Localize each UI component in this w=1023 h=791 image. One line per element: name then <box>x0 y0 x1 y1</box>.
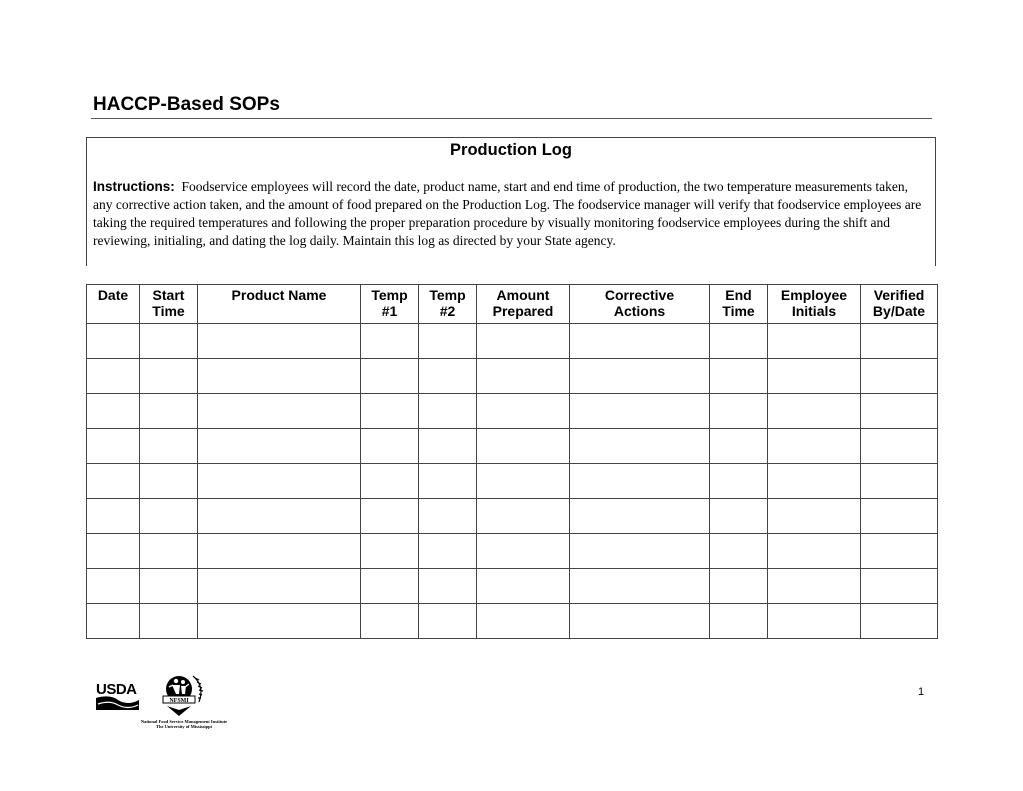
log-entry-cell[interactable] <box>768 499 861 534</box>
log-entry-cell[interactable] <box>768 464 861 499</box>
log-entry-cell[interactable] <box>570 324 710 359</box>
log-entry-cell[interactable] <box>570 394 710 429</box>
log-entry-cell[interactable] <box>198 359 361 394</box>
log-entry-cell[interactable] <box>768 394 861 429</box>
log-entry-cell[interactable] <box>87 394 140 429</box>
column-header-line2: #1 <box>381 303 398 319</box>
log-entry-cell[interactable] <box>768 569 861 604</box>
table-row <box>87 534 938 569</box>
log-entry-cell[interactable] <box>861 394 938 429</box>
log-entry-cell[interactable] <box>87 359 140 394</box>
log-entry-cell[interactable] <box>419 394 477 429</box>
log-entry-cell[interactable] <box>361 569 419 604</box>
column-header-line1: End <box>725 287 752 303</box>
log-entry-cell[interactable] <box>140 429 198 464</box>
column-header-line2: Actions <box>613 303 666 319</box>
log-entry-cell[interactable] <box>570 359 710 394</box>
log-entry-cell[interactable] <box>87 499 140 534</box>
title-divider <box>91 118 932 119</box>
nfsmi-caption-line1: National Food Service Management Institute <box>140 719 228 724</box>
log-entry-cell[interactable] <box>419 569 477 604</box>
column-header-line2: Time <box>152 303 185 319</box>
nfsmi-caption <box>140 719 228 729</box>
log-entry-cell[interactable] <box>87 429 140 464</box>
log-entry-cell[interactable] <box>861 429 938 464</box>
log-entry-cell[interactable] <box>477 394 570 429</box>
table-row <box>87 324 938 359</box>
instructions-text: Foodservice employees will record the date, product name, start and end time of production, the two temperature measurements taken, any corrective action taken, and the amount of food prepared on the Production Log. The foodservice manager will verify that foodservice employees are taking the required temperatures and following the proper preparation procedure by visually monitoring foodservice employees during the shift and reviewing, initialing, and dating the log daily. Maintain this log as directed by your State agency. <box>93 179 922 248</box>
log-entry-cell[interactable] <box>140 359 198 394</box>
log-entry-cell[interactable] <box>710 324 768 359</box>
log-entry-cell[interactable] <box>140 394 198 429</box>
log-entry-cell[interactable] <box>419 604 477 639</box>
log-entry-cell[interactable] <box>361 464 419 499</box>
log-entry-cell[interactable] <box>768 359 861 394</box>
log-entry-cell[interactable] <box>477 534 570 569</box>
log-entry-cell[interactable] <box>477 569 570 604</box>
log-entry-cell[interactable] <box>570 604 710 639</box>
table-body <box>87 324 938 639</box>
log-entry-cell[interactable] <box>87 464 140 499</box>
log-entry-cell[interactable] <box>198 429 361 464</box>
production-log-table <box>86 284 938 639</box>
column-header-line1: Product Name <box>231 287 327 303</box>
table-row <box>87 429 938 464</box>
nfsmi-caption-line2: The University of Mississippi <box>156 724 212 729</box>
column-header-line1: Temp <box>429 287 466 303</box>
log-entry-cell[interactable] <box>140 569 198 604</box>
log-entry-cell[interactable] <box>419 534 477 569</box>
column-header-line1: Start <box>152 287 185 303</box>
log-entry-cell[interactable] <box>477 429 570 464</box>
log-entry-cell[interactable] <box>198 499 361 534</box>
log-entry-cell[interactable] <box>570 534 710 569</box>
column-header <box>768 285 861 324</box>
log-entry-cell[interactable] <box>140 324 198 359</box>
column-header-line2: Time <box>722 303 755 319</box>
page-title: HACCP-Based SOPs <box>93 94 280 115</box>
table-row <box>87 604 938 639</box>
log-entry-cell[interactable] <box>419 464 477 499</box>
column-header-line1: Employee <box>780 287 848 303</box>
usda-logo <box>96 680 140 712</box>
column-header-line2: Initials <box>791 303 837 319</box>
column-header-line1: Corrective <box>604 287 675 303</box>
log-entry-cell[interactable] <box>477 324 570 359</box>
column-header <box>419 285 477 324</box>
log-entry-cell[interactable] <box>861 499 938 534</box>
log-entry-cell[interactable] <box>861 464 938 499</box>
column-header-line1: Verified <box>873 287 925 303</box>
log-entry-cell[interactable] <box>710 604 768 639</box>
column-header <box>361 285 419 324</box>
log-entry-cell[interactable] <box>477 604 570 639</box>
log-entry-cell[interactable] <box>87 534 140 569</box>
log-entry-cell[interactable] <box>198 569 361 604</box>
log-entry-cell[interactable] <box>419 499 477 534</box>
nfsmi-logo-text: NFSMI <box>169 698 189 704</box>
log-entry-cell[interactable] <box>570 464 710 499</box>
log-entry-cell[interactable] <box>361 394 419 429</box>
log-entry-cell[interactable] <box>140 534 198 569</box>
log-entry-cell[interactable] <box>361 534 419 569</box>
log-entry-cell[interactable] <box>710 534 768 569</box>
log-entry-cell[interactable] <box>140 499 198 534</box>
log-entry-cell[interactable] <box>87 569 140 604</box>
log-entry-cell[interactable] <box>361 324 419 359</box>
column-header-line1: Date <box>97 287 129 303</box>
usda-logo-text: USDA <box>96 681 137 698</box>
column-header-line1: Amount <box>496 287 550 303</box>
log-entry-cell[interactable] <box>198 394 361 429</box>
column-header <box>198 285 361 324</box>
log-entry-cell[interactable] <box>198 324 361 359</box>
production-log-panel <box>86 137 936 266</box>
log-entry-cell[interactable] <box>710 464 768 499</box>
table-row <box>87 499 938 534</box>
column-header-line1: Temp <box>371 287 408 303</box>
column-header <box>87 285 140 324</box>
log-entry-cell[interactable] <box>710 499 768 534</box>
log-entry-cell[interactable] <box>710 394 768 429</box>
log-entry-cell[interactable] <box>87 604 140 639</box>
log-entry-cell[interactable] <box>710 569 768 604</box>
log-entry-cell[interactable] <box>361 359 419 394</box>
log-entry-cell[interactable] <box>361 429 419 464</box>
log-entry-cell[interactable] <box>768 324 861 359</box>
table-row <box>87 464 938 499</box>
log-entry-cell[interactable] <box>198 464 361 499</box>
log-entry-cell[interactable] <box>861 534 938 569</box>
log-entry-cell[interactable] <box>477 499 570 534</box>
log-entry-cell[interactable] <box>198 534 361 569</box>
log-entry-cell[interactable] <box>477 359 570 394</box>
nfsmi-logo <box>155 672 211 720</box>
column-header-line2: Prepared <box>492 303 554 319</box>
log-entry-cell[interactable] <box>198 604 361 639</box>
log-entry-cell[interactable] <box>768 534 861 569</box>
log-entry-cell[interactable] <box>140 604 198 639</box>
log-entry-cell[interactable] <box>861 604 938 639</box>
log-entry-cell[interactable] <box>419 429 477 464</box>
column-header <box>477 285 570 324</box>
log-entry-cell[interactable] <box>710 429 768 464</box>
log-entry-cell[interactable] <box>361 499 419 534</box>
log-entry-cell[interactable] <box>768 604 861 639</box>
table-row <box>87 359 938 394</box>
column-header-line2: #2 <box>439 303 456 319</box>
log-entry-cell[interactable] <box>861 359 938 394</box>
instructions-paragraph <box>93 178 929 266</box>
table-row <box>87 569 938 604</box>
table-header-row <box>87 285 938 324</box>
log-entry-cell[interactable] <box>570 429 710 464</box>
column-header <box>710 285 768 324</box>
column-header <box>861 285 938 324</box>
column-header <box>140 285 198 324</box>
table-row <box>87 394 938 429</box>
log-entry-cell[interactable] <box>768 429 861 464</box>
log-title: Production Log <box>450 141 572 159</box>
log-entry-cell[interactable] <box>861 569 938 604</box>
log-entry-cell[interactable] <box>710 359 768 394</box>
log-entry-cell[interactable] <box>87 324 140 359</box>
log-entry-cell[interactable] <box>419 324 477 359</box>
log-entry-cell[interactable] <box>419 359 477 394</box>
log-entry-cell[interactable] <box>140 464 198 499</box>
log-entry-cell[interactable] <box>570 569 710 604</box>
instructions-lead: Instructions: <box>93 179 175 194</box>
column-header <box>570 285 710 324</box>
column-header-line2: By/Date <box>872 303 926 319</box>
log-entry-cell[interactable] <box>361 604 419 639</box>
log-entry-cell[interactable] <box>861 324 938 359</box>
log-entry-cell[interactable] <box>477 464 570 499</box>
log-entry-cell[interactable] <box>570 499 710 534</box>
page-number: 1 <box>918 686 925 698</box>
